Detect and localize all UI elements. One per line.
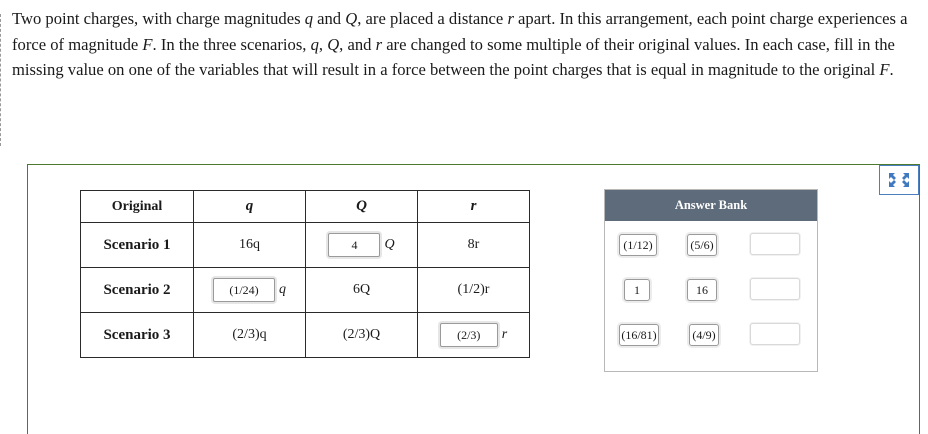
drop-target-filled[interactable]: 4 bbox=[328, 233, 380, 257]
header-q: q bbox=[194, 191, 306, 223]
question-text bbox=[12, 6, 917, 83]
empty-bank-slot bbox=[750, 323, 800, 345]
cell-q: 16q bbox=[194, 223, 306, 268]
question-segment: are changed to some multiple of their original values. In each case, fill in the missing value on one of the variables that will result in a force between the point charges that is equal in magnitude to the original bbox=[12, 34, 895, 79]
row-label: Scenario 2 bbox=[81, 268, 194, 313]
side-edge-marker bbox=[0, 14, 4, 146]
row-label: Scenario 3 bbox=[81, 313, 194, 358]
answer-bank-title: Answer Bank bbox=[605, 190, 817, 221]
table-row bbox=[81, 268, 530, 313]
question-var-r: r bbox=[375, 34, 383, 54]
question-segment: . In the three scenarios, bbox=[152, 34, 311, 54]
header-original: Original bbox=[81, 191, 194, 223]
answer-chip[interactable]: (5/6) bbox=[687, 234, 717, 256]
question-var-r: r bbox=[507, 9, 514, 28]
cell-q: (2/3)q bbox=[194, 313, 306, 358]
answer-chip[interactable]: 1 bbox=[624, 279, 650, 301]
cell-r bbox=[418, 313, 530, 358]
question-segment: and bbox=[313, 9, 346, 28]
question-var-Q: Q bbox=[345, 9, 358, 28]
question-var-q: q bbox=[310, 34, 319, 54]
answer-chip[interactable]: (16/81) bbox=[619, 324, 659, 346]
variable-label: q bbox=[279, 282, 286, 297]
variable-label: r bbox=[501, 327, 508, 342]
question-segment: , are placed a distance bbox=[357, 9, 508, 28]
cell-r: 8r bbox=[418, 223, 530, 268]
table-header-row bbox=[81, 191, 530, 223]
empty-bank-slot bbox=[750, 233, 800, 255]
scenario-table bbox=[80, 190, 530, 358]
question-var-F: F bbox=[879, 60, 890, 79]
question-segment: , and bbox=[339, 34, 376, 54]
question-segment: apart. In this arrangement, each point charge experiences a force of magnitude bbox=[12, 9, 908, 54]
answer-chip[interactable]: (4/9) bbox=[689, 324, 719, 346]
question-var-F: F bbox=[142, 34, 153, 54]
question-segment: , bbox=[318, 34, 328, 54]
expand-arrows-icon bbox=[886, 171, 912, 189]
drop-target-filled[interactable]: (1/24) bbox=[213, 278, 275, 302]
question-var-Q: Q bbox=[327, 34, 340, 54]
question-var-q: q bbox=[304, 9, 313, 28]
question-segment: Two point charges, with charge magnitudes bbox=[12, 9, 305, 28]
question-segment: . bbox=[889, 60, 894, 79]
header-r: r bbox=[418, 191, 530, 223]
answer-chip[interactable]: 16 bbox=[687, 279, 717, 301]
cell-Q: 6Q bbox=[306, 268, 418, 313]
expand-button[interactable] bbox=[879, 165, 919, 195]
answer-chip[interactable]: (1/12) bbox=[619, 234, 657, 256]
table-row bbox=[81, 223, 530, 268]
row-label: Scenario 1 bbox=[81, 223, 194, 268]
table-row bbox=[81, 313, 530, 358]
cell-Q: (2/3)Q bbox=[306, 313, 418, 358]
header-Q: Q bbox=[306, 191, 418, 223]
cell-Q bbox=[306, 223, 418, 268]
empty-bank-slot bbox=[750, 278, 800, 300]
cell-r: (1/2)r bbox=[418, 268, 530, 313]
answer-bank bbox=[604, 189, 818, 372]
drop-target-filled[interactable]: (2/3) bbox=[440, 323, 498, 347]
cell-q bbox=[194, 268, 306, 313]
variable-label: Q bbox=[384, 237, 395, 252]
